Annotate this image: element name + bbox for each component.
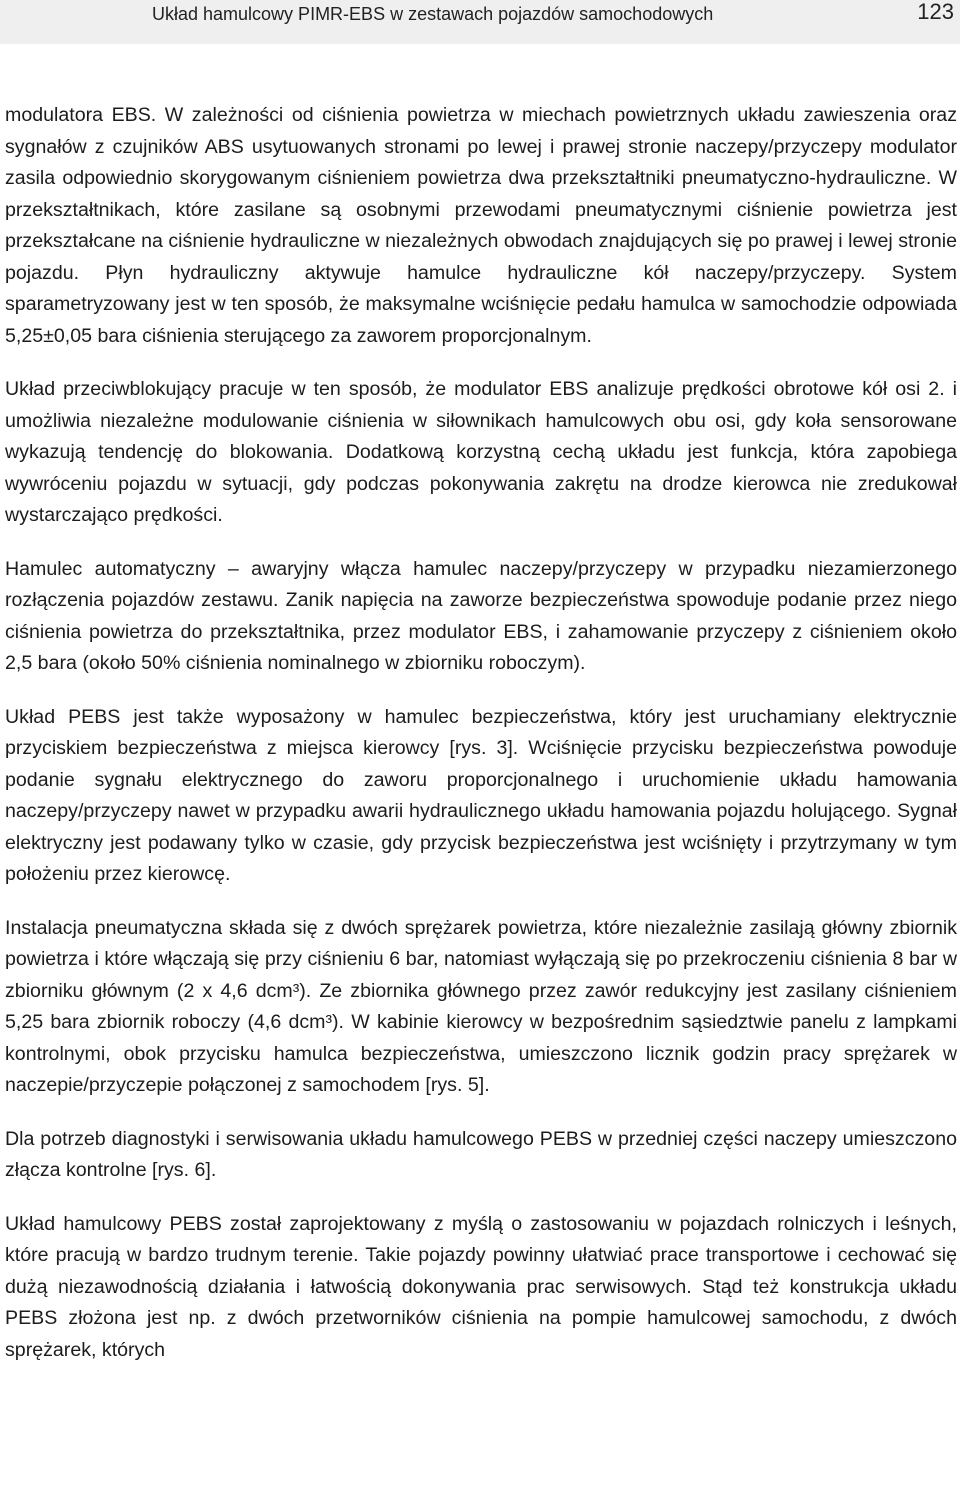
running-header: [0, 0, 960, 44]
paragraph-design-purpose: Układ hamulcowy PEBS został zaprojektowany z myślą o zastosowaniu w pojazdach rolniczych i leśnych, które pracują w bardzo trudnym terenie. Takie pojazdy powinny ułatwiać prace transportowe i cechować się dużą niezawodnością działania i łatwością dokonywania prac serwisowych. Stąd też konstrukcja układu PEBS złożona jest np. z dwóch przetworników ciśnienia na pompie hamulcowej samochodu, z dwóch sprężarek, których: [5, 1212, 957, 1361]
header-title: Układ hamulcowy PIMR-EBS w zestawach pojazdów samochodowych: [152, 4, 714, 24]
paragraph-antilock-system: Układ przeciwblokujący pracuje w ten sposób, że modulator EBS analizuje prędkości obrotowe kół osi 2. i umożliwia niezależne modulowanie ciśnienia w siłownikach hamulcowych obu osi, gdy koła sensorowane wykazują tendencję do blokowania. Dodatkową korzystną cechą układu jest funkcja, która zapobiega wywróceniu pojazdu w sytuacji, gdy podczas pokonywania zakrętu na drodze kierowca nie zredukował wystarczająco prędkości.: [5, 378, 957, 526]
paragraph-pneumatic-installation: Instalacja pneumatyczna składa się z dwóch sprężarek powietrza, które niezależnie zasilają główny zbiornik powietrza i które włączają się przy ciśnieniu 6 bar, natomiast wyłączają się po przekroczeniu ciśnienia 8 bar w zbiorniku głównym (2 x 4,6 dcm³). Ze zbiornika głównego przez zawór redukcyjny jest zasilany ciśnieniem 5,25 bara zbiornik roboczy (4,6 dcm³). W kabinie kierowcy w bezpośrednim sąsiedztwie panelu z lampkami kontrolnymi, obok przycisku hamulca bezpieczeństwa, umieszczono licznik godzin pracy sprężarek w naczepie/przyczepie połączonej z samochodem [rys. 5].: [5, 916, 957, 1096]
paragraph-automatic-brake: Hamulec automatyczny – awaryjny włącza hamulec naczepy/przyczepy w przypadku niezamierzonego rozłączenia pojazdów zestawu. Zanik napięcia na zaworze bezpieczeństwa spowoduje podanie przez niego ciśnienia powietrza do przekształtnika, przez modulator EBS, i zahamowanie przyczepy z ciśnieniem około 2,5 bara (około 50% ciśnienia nominalnego w zbiorniku roboczym).: [5, 557, 957, 674]
body-text: [5, 100, 957, 1388]
page-number: 123: [917, 0, 954, 24]
paragraph-safety-brake: Układ PEBS jest także wyposażony w hamulec bezpieczeństwa, który jest uruchamiany elektrycznie przyciskiem bezpieczeństwa z miejsca kierowcy [rys. 3]. Wciśnięcie przycisku bezpieczeństwa powoduje podanie sygnału elektrycznego do zaworu proporcjonalnego i uruchomienie układu hamowania naczepy/przyczepy nawet w przypadku awarii hydraulicznego układu hamowania pojazdu holującego. Sygnał elektryczny jest podawany tylko w czasie, gdy przycisk bezpieczeństwa jest wciśnięty i przytrzymany w tym położeniu przez kierowcę.: [5, 705, 957, 885]
paragraph-ebs-modulator: modulatora EBS. W zależności od ciśnienia powietrza w miechach powietrznych układu zawieszenia oraz sygnałów z czujników ABS usytuowanych stronami po lewej i prawej stronie naczepy/przyczepy modulator zasila odpowiednio skorygowanym ciśnieniem powietrza dwa przekształtniki pneumatyczno-hydrauliczne. W przekształtnikach, które zasilane są osobnymi przewodami pneumatycznymi ciśnienie powietrza jest przekształcane na ciśnienie hydrauliczne w niezależnych obwodach znajdujących się po prawej i lewej stronie pojazdu. Płyn hydrauliczny aktywuje hamulce hydrauliczne kół naczepy/przyczepy. System sparametryzowany jest w ten sposób, że maksymalne wciśnięcie pedału hamulca w samochodzie odpowiada 5,25±0,05 bara ciśnienia sterującego za zaworem proporcjonalnym.: [5, 104, 957, 347]
paragraph-diagnostics: Dla potrzeb diagnostyki i serwisowania układu hamulcowego PEBS w przedniej części naczepy umieszczono złącza kontrolne [rys. 6].: [5, 1127, 957, 1181]
